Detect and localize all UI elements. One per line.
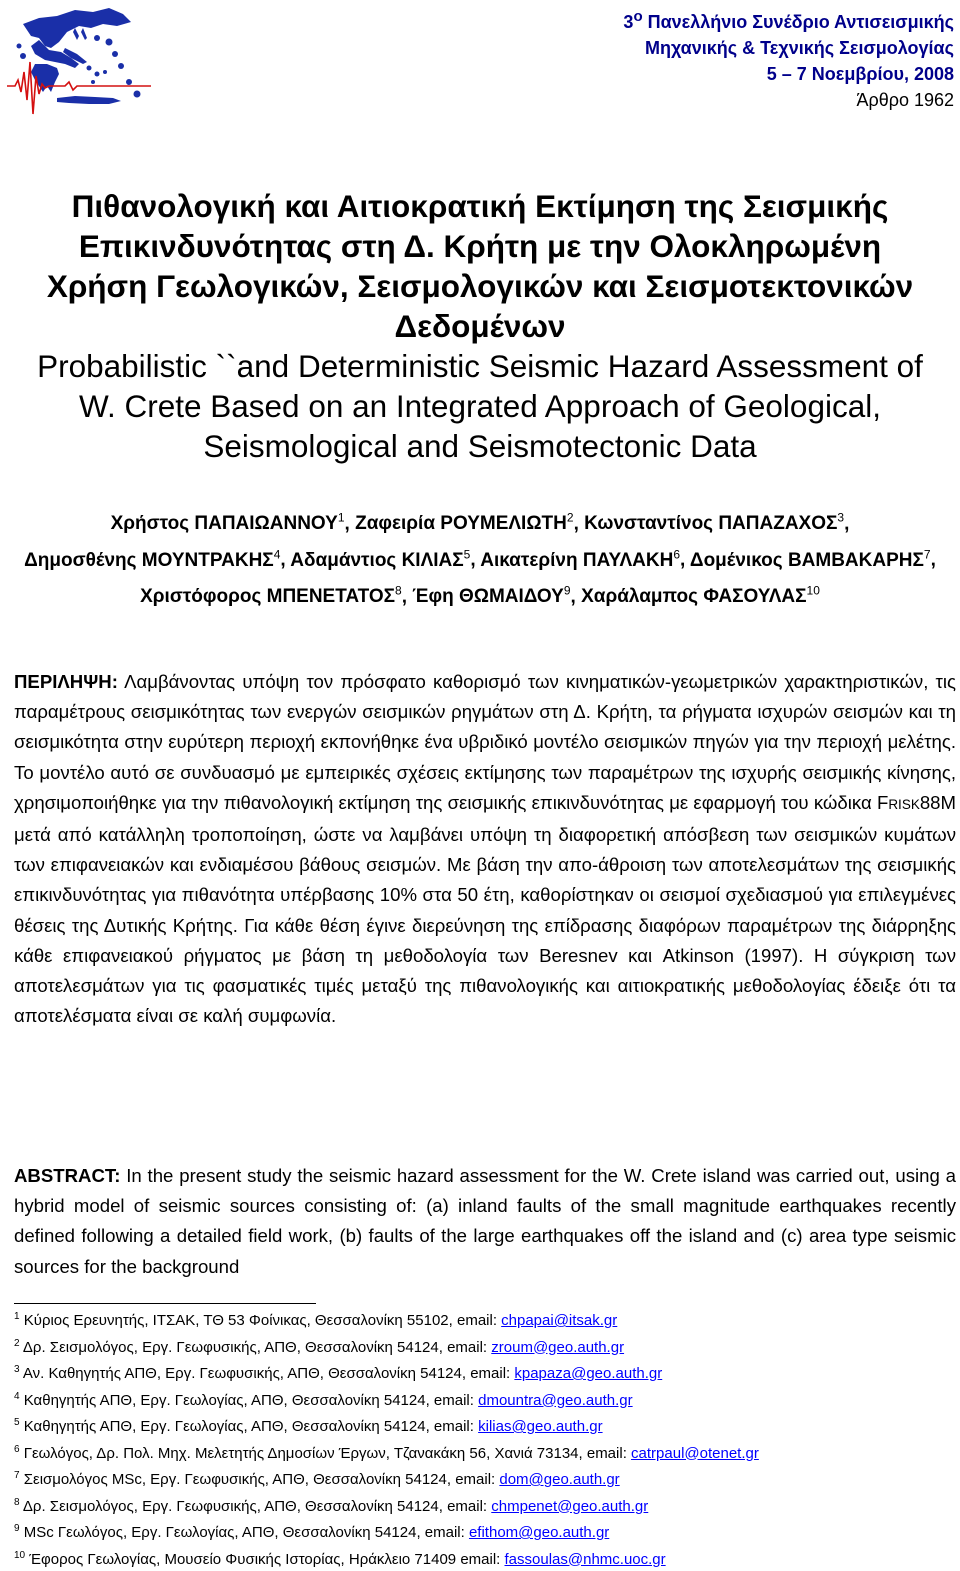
email-link[interactable]: chmpenet@geo.auth.gr — [491, 1498, 648, 1515]
footnote: $^6$ Γεωλόγος, Δρ. Πολ. Μηχ. Μελετητής Δημοσίων Έργων, Τζανακάκη 56, Χανιά 73134, email: catrpaul@otenet.gr — [14, 1439, 960, 1466]
footnote-separator — [14, 1303, 316, 1304]
author: Δομένικος ΒΑΜΒΑΚΑΡΗΣ$^7$ — [690, 550, 931, 571]
footnote: $^8$ Δρ. Σεισμολόγος, Εργ. Γεωφυσικής, ΑΠΘ, Θεσσαλονίκη 54124, email: chmpenet@geo.auth.gr — [14, 1492, 960, 1519]
author: Ζαφειρία ΡΟΥΜΕΛΙΩΤΗ$^2$ — [355, 513, 573, 534]
abstract-english — [14, 1161, 956, 1282]
author-list: Χρήστος ΠΑΠΑΙΩΑΝΝΟΥ$^1$, Ζαφειρία ΡΟΥΜΕΛΙΩΤΗ$^2$, Κωνσταντίνος ΠΑΠΑΖΑΧΟΣ$^3$, Δημοσθένης ΜΟΥΝΤΡΑΚΗΣ$^4$, Αδαμάντιος ΚΙΛΙΑΣ$^5$, Αικατερίνη ΠΑΥΛΑΚΗ$^6$, Δομένικος ΒΑΜΒΑΚΑΡΗΣ$^7$, Χριστόφορος ΜΠΕΝΕΤΑΤΟΣ$^8$, Έφη ΘΩΜΑΙΔΟΥ$^9$, Χαράλαμπος ΦΑΣΟΥΛΑΣ$^{10}$ — [14, 503, 946, 612]
email-link[interactable]: catrpaul@otenet.gr — [631, 1445, 759, 1462]
abstract-english-heading: ABSTRACT: — [14, 1165, 120, 1186]
email-link[interactable]: kilias@geo.auth.gr — [478, 1418, 602, 1435]
greek-title-line: Πιθανολογική και Αιτιοκρατική Εκτίμηση της Σεισμικής — [20, 186, 940, 226]
greek-title-line: Δεδομένων — [20, 306, 940, 346]
conference-line-2: Μηχανικής & Τεχνικής Σεισμολογίας — [623, 35, 954, 61]
article-number: Άρθρο 1962 — [623, 87, 954, 113]
email-link[interactable]: zroum@geo.auth.gr — [491, 1339, 624, 1356]
author: Έφη ΘΩΜΑΙΔΟΥ$^9$ — [412, 586, 570, 607]
footnote: $^2$ Δρ. Σεισμολόγος, Εργ. Γεωφυσικής, ΑΠΘ, Θεσσαλονίκη 54124, email: zroum@geo.auth.gr — [14, 1333, 960, 1360]
footnote: $^3$ Αν. Καθηγητής ΑΠΘ, Εργ. Γεωφυσικής, ΑΠΘ, Θεσσαλονίκη 54124, email: kpapaza@geo.auth.gr — [14, 1359, 960, 1386]
author: Χρήστος ΠΑΠΑΙΩΑΝΝΟΥ$^1$ — [111, 513, 345, 534]
abstract-greek — [14, 667, 956, 1031]
paper-title — [20, 186, 940, 466]
conference-line-1: $3^o$ Πανελλήνιο Συνέδριο Αντισεισμικής — [623, 4, 954, 35]
author: Χαράλαμπος ΦΑΣΟΥΛΑΣ$^{10}$ — [581, 586, 820, 607]
greek-title-line: Επικινδυνότητας στη Δ. Κρήτη με την Ολοκληρωμένη — [20, 226, 940, 266]
footnote: $^1$ Κύριος Ερευνητής, ΙΤΣΑΚ, ΤΘ 53 Φοίνικας, Θεσσαλονίκη 55102, email: chpapai@itsak.gr — [14, 1306, 960, 1333]
author: Δημοσθένης ΜΟΥΝΤΡΑΚΗΣ$^4$ — [24, 550, 280, 571]
footnote: $^{10}$ Έφορος Γεωλογίας, Μουσείο Φυσικής Ιστορίας, Ηράκλειο 71409 email: fassoulas@nhmc.uoc.gr — [14, 1545, 960, 1571]
email-link[interactable]: dom@geo.auth.gr — [499, 1471, 619, 1488]
conference-dates: 5 – 7 Νοεμβρίου, 2008 — [623, 61, 954, 87]
author: Αικατερίνη ΠΑΥΛΑΚΗ$^6$ — [480, 550, 680, 571]
abstract-greek-heading: ΠΕΡΙΛΗΨΗ: — [14, 671, 118, 692]
footnote: $^7$ Σεισμολόγος MSc, Εργ. Γεωφυσικής, ΑΠΘ, Θεσσαλονίκη 54124, email: dom@geo.auth.gr — [14, 1465, 960, 1492]
abstract-greek-text: Λαμβάνοντας υπόψη τον πρόσφατο καθορισμό των κινηματικών-γεωμετρικών χαρακτηριστικών, τις παραμέτρους σεισμικότητας των ενεργών σεισμικών ρηγμάτων στη Δ. Κρήτη, τα ρήγματα ισχυρών σεισμών και τη σεισμικότητα στην ευρύτερη περιοχή εκπονήθηκε ένα υβριδικό μοντέλο σεισμικών πηγών για την περιοχή μελέτης. Το μοντέλο αυτό σε συνδυασμό με εμπειρικές σχέσεις εκτίμησης των παραμέτρων της ισχυρής σεισμικής κίνησης, χρησιμοποιήθηκε για την πιθανολογική εκτίμηση της σεισμικής επικινδυνότητας με εφαρμογή του κώδικα F — [14, 671, 956, 813]
footnote: $^5$ Καθηγητής ΑΠΘ, Εργ. Γεωλογίας, ΑΠΘ, Θεσσαλονίκη 54124, email: kilias@geo.auth.gr — [14, 1412, 960, 1439]
footnote: $^9$ MSc Γεωλόγος, Εργ. Γεωλογίας, ΑΠΘ, Θεσσαλονίκη 54124, email: efithom@geo.auth.gr — [14, 1518, 960, 1545]
author: Αδαμάντιος ΚΙΛΙΑΣ$^5$ — [290, 550, 470, 571]
code-name-smallcaps: RISK — [888, 797, 920, 812]
greece-map-icon — [5, 2, 153, 122]
abstract-greek-text: 88M μετά από κατάλληλη τροποποίηση, ώστε να λαμβάνει υπόψη τη διαφορετική απόσβεση των σεισμικών κυμάτων των επιφανειακών και ενδιαμέσου βάθους σεισμών. Με βάση την απο-άθροιση των αποτελεσμάτων της σεισμικής επικινδυνότητας για πιθανότητα υπέρβασης 10% στα 50 έτη, καθορίστηκαν οι σεισμοί σχεδιασμού για επιλεγμένες θέσεις της Δυτικής Κρήτης. Για κάθε θέση έγινε διερεύνηση της επίδρασης διαφόρων παραμέτρων της διάρρηξης κάθε επιφανειακού ρήγματος με βάση τη μεθοδολογία των Beresnev και Atkinson (1997). Η σύγκριση των αποτελεσμάτων για τις φασματικές τιμές μεταξύ της πιθανολογικής και αιτιοκρατικής μεθοδολογίας έδειξε ότι τα αποτελέσματα είναι σε καλή συμφωνία. — [14, 792, 956, 1026]
abstract-english-text: In the present study the seismic hazard assessment for the W. Crete island was carried out, using a hybrid model of seismic sources consisting of: (a) inland faults of the small magnitude earthquakes recently defined following a detailed field work, (b) faults of the large earthquakes off the island and (c) area type seismic sources for the background — [14, 1165, 956, 1277]
email-link[interactable]: efithom@geo.auth.gr — [469, 1524, 609, 1541]
conference-header — [623, 4, 954, 113]
footnote: $^4$ Καθηγητής ΑΠΘ, Εργ. Γεωλογίας, ΑΠΘ, Θεσσαλονίκη 54124, email: dmountra@geo.auth.gr — [14, 1386, 960, 1413]
email-link[interactable]: kpapaza@geo.auth.gr — [514, 1365, 662, 1382]
english-title-line: Probabilistic ``and Deterministic Seismic Hazard Assessment of — [20, 346, 940, 386]
email-link[interactable]: fassoulas@nhmc.uoc.gr — [505, 1551, 666, 1568]
conference-logo — [5, 2, 153, 122]
english-title-line: Seismological and Seismotectonic Data — [20, 426, 940, 466]
author: Χριστόφορος ΜΠΕΝΕΤΑΤΟΣ$^8$ — [140, 586, 402, 607]
footnotes — [14, 1306, 960, 1571]
email-link[interactable]: dmountra@geo.auth.gr — [478, 1392, 633, 1409]
greek-title-line: Χρήση Γεωλογικών, Σεισμολογικών και Σεισμοτεκτονικών — [20, 266, 940, 306]
email-link[interactable]: chpapai@itsak.gr — [501, 1312, 617, 1329]
english-title-line: W. Crete Based on an Integrated Approach of Geological, — [20, 386, 940, 426]
author: Κωνσταντίνος ΠΑΠΑΖΑΧΟΣ$^3$ — [584, 513, 844, 534]
